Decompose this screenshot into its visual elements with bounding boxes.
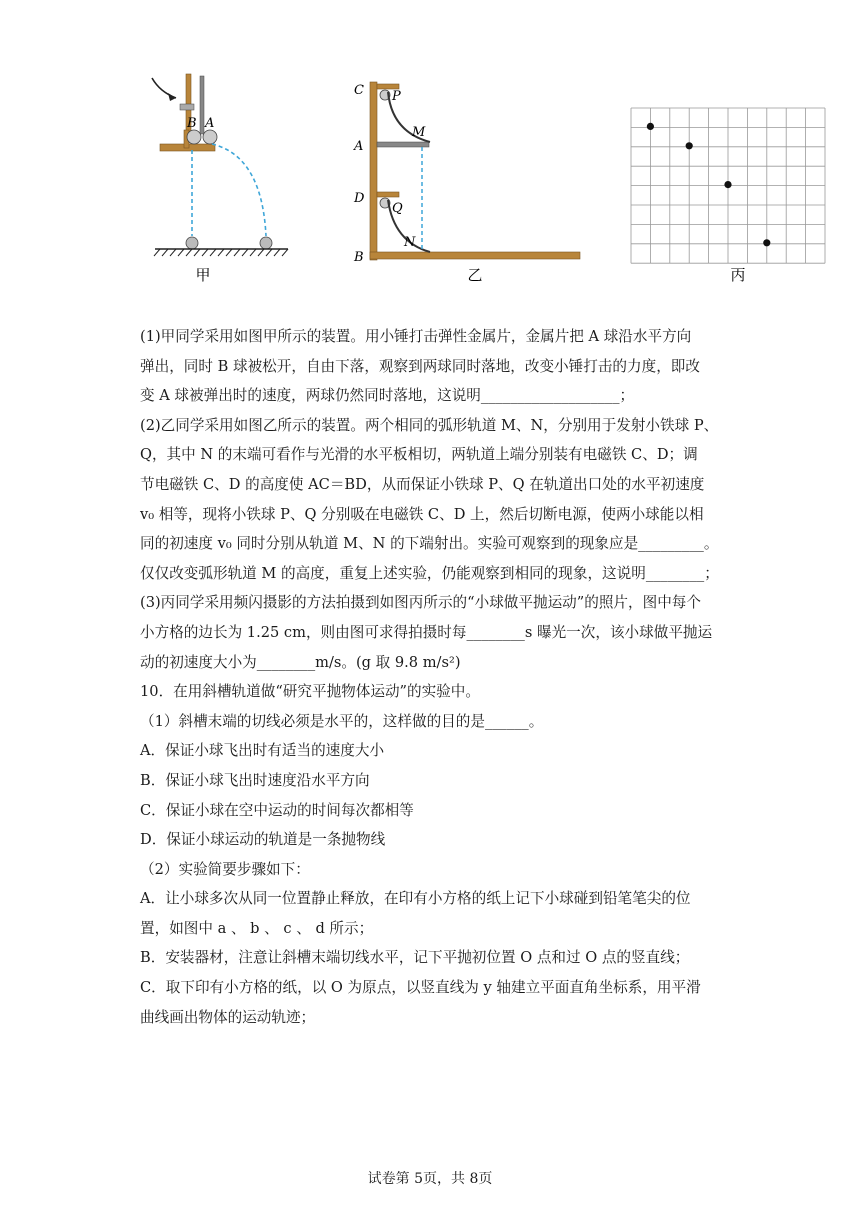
label-B-yi: B bbox=[354, 250, 364, 265]
text-line: v₀ 相等，现将小铁球 P、Q 分别吸在电磁铁 C、D 上，然后切断电源，使两小球能以相 bbox=[140, 505, 704, 523]
flash-point-1 bbox=[647, 123, 654, 130]
label-A-yi: A bbox=[354, 139, 364, 154]
label-D-yi: D bbox=[354, 191, 365, 206]
page-footer: 试卷第 5页，共 8页 bbox=[367, 1171, 493, 1187]
text-line: 变 A 球被弹出时的速度，两球仍然同时落地，这说明___________________； bbox=[140, 387, 635, 405]
option-b: B．保证小球飞出时速度沿水平方向 bbox=[140, 771, 370, 789]
flash-point-4 bbox=[763, 239, 770, 246]
text-line: 节电磁铁 C、D 的高度使 AC＝BD，从而保证小铁球 P、Q 在轨道出口处的水平初速度 bbox=[140, 475, 705, 493]
caption-yi: 乙 bbox=[467, 266, 483, 284]
step-c: C．取下印有小方格的纸，以 O 为原点，以竖直线为 y 轴建立平面直角坐标系，用平滑 bbox=[140, 979, 701, 997]
flash-point-3 bbox=[724, 181, 731, 188]
step-a: A．让小球多次从同一位置静止释放，在印有小方格的纸上记下小球碰到铅笔笔尖的位 bbox=[140, 890, 691, 908]
figure-bing bbox=[631, 108, 825, 263]
label-M-yi: M bbox=[412, 125, 426, 140]
label-P-yi: P bbox=[392, 89, 401, 104]
text-line: (3)丙同学采用频闪摄影的方法拍摄到如图丙所示的“小球做平抛运动”的照片，图中每个 bbox=[140, 594, 701, 612]
label-B-jia: B bbox=[187, 116, 197, 131]
question-text bbox=[140, 322, 730, 1032]
figures-area bbox=[0, 0, 860, 300]
text-line: 弹出，同时 B 球被松开，自由下落，观察到两球同时落地，改变小锤打击的力度，即改 bbox=[140, 357, 700, 375]
text-line: 动的初速度大小为________m/s。(g 取 9.8 m/s²) bbox=[140, 653, 461, 671]
option-c: C．保证小球在空中运动的时间每次都相等 bbox=[140, 801, 414, 819]
step-c-cont: 曲线画出物体的运动轨迹； bbox=[140, 1008, 316, 1026]
figure-jia bbox=[0, 0, 860, 300]
label-A-jia: A bbox=[205, 116, 215, 131]
label-C-yi: C bbox=[354, 83, 364, 98]
label-N-yi: N bbox=[404, 235, 416, 250]
caption-bing: 丙 bbox=[730, 266, 746, 284]
text-line: 同的初速度 v₀ 同时分别从轨道 M、N 的下端射出。实验可观察到的现象应是_________。 bbox=[140, 535, 719, 553]
figure-yi bbox=[353, 82, 580, 284]
question-10-title: 10．在用斜槽轨道做“研究平抛物体运动”的实验中。 bbox=[140, 683, 480, 701]
text-line: Q，其中 N 的末端可看作与光滑的水平板相切，两轨道上端分别装有电磁铁 C、D；调 bbox=[140, 446, 698, 464]
step-b: B．安装器材，注意让斜槽末端切线水平，记下平抛初位置 O 点和过 O 点的竖直线； bbox=[140, 949, 690, 967]
hammer-arrow-icon bbox=[152, 78, 176, 98]
caption-jia: 甲 bbox=[195, 266, 211, 284]
text-line: (2)乙同学采用如图乙所示的装置。两个相同的弧形轨道 M、N，分别用于发射小铁球 P、 bbox=[140, 416, 719, 434]
text-line: （2）实验简要步骤如下： bbox=[140, 860, 310, 878]
label-Q-yi: Q bbox=[392, 201, 403, 216]
option-a: A．保证小球飞出时有适当的速度大小 bbox=[140, 742, 385, 760]
flash-point-2 bbox=[686, 142, 693, 149]
step-a-cont: 置，如图中 a 、 b 、 c 、 d 所示； bbox=[140, 919, 374, 937]
text-line: （1）斜槽末端的切线必须是水平的，这样做的目的是______。 bbox=[140, 712, 544, 730]
text-line: 仅仅改变弧形轨道 M 的高度，重复上述实验，仍能观察到相同的现象，这说明________； bbox=[140, 564, 719, 582]
option-d: D．保证小球运动的轨道是一条抛物线 bbox=[140, 831, 386, 849]
text-line: 小方格的边长为 1.25 cm，则由图可求得拍摄时每________s 曝光一次，该小球做平抛运 bbox=[140, 623, 713, 641]
text-line: (1)甲同学采用如图甲所示的装置。用小锤打击弹性金属片，金属片把 A 球沿水平方向 bbox=[140, 328, 692, 345]
